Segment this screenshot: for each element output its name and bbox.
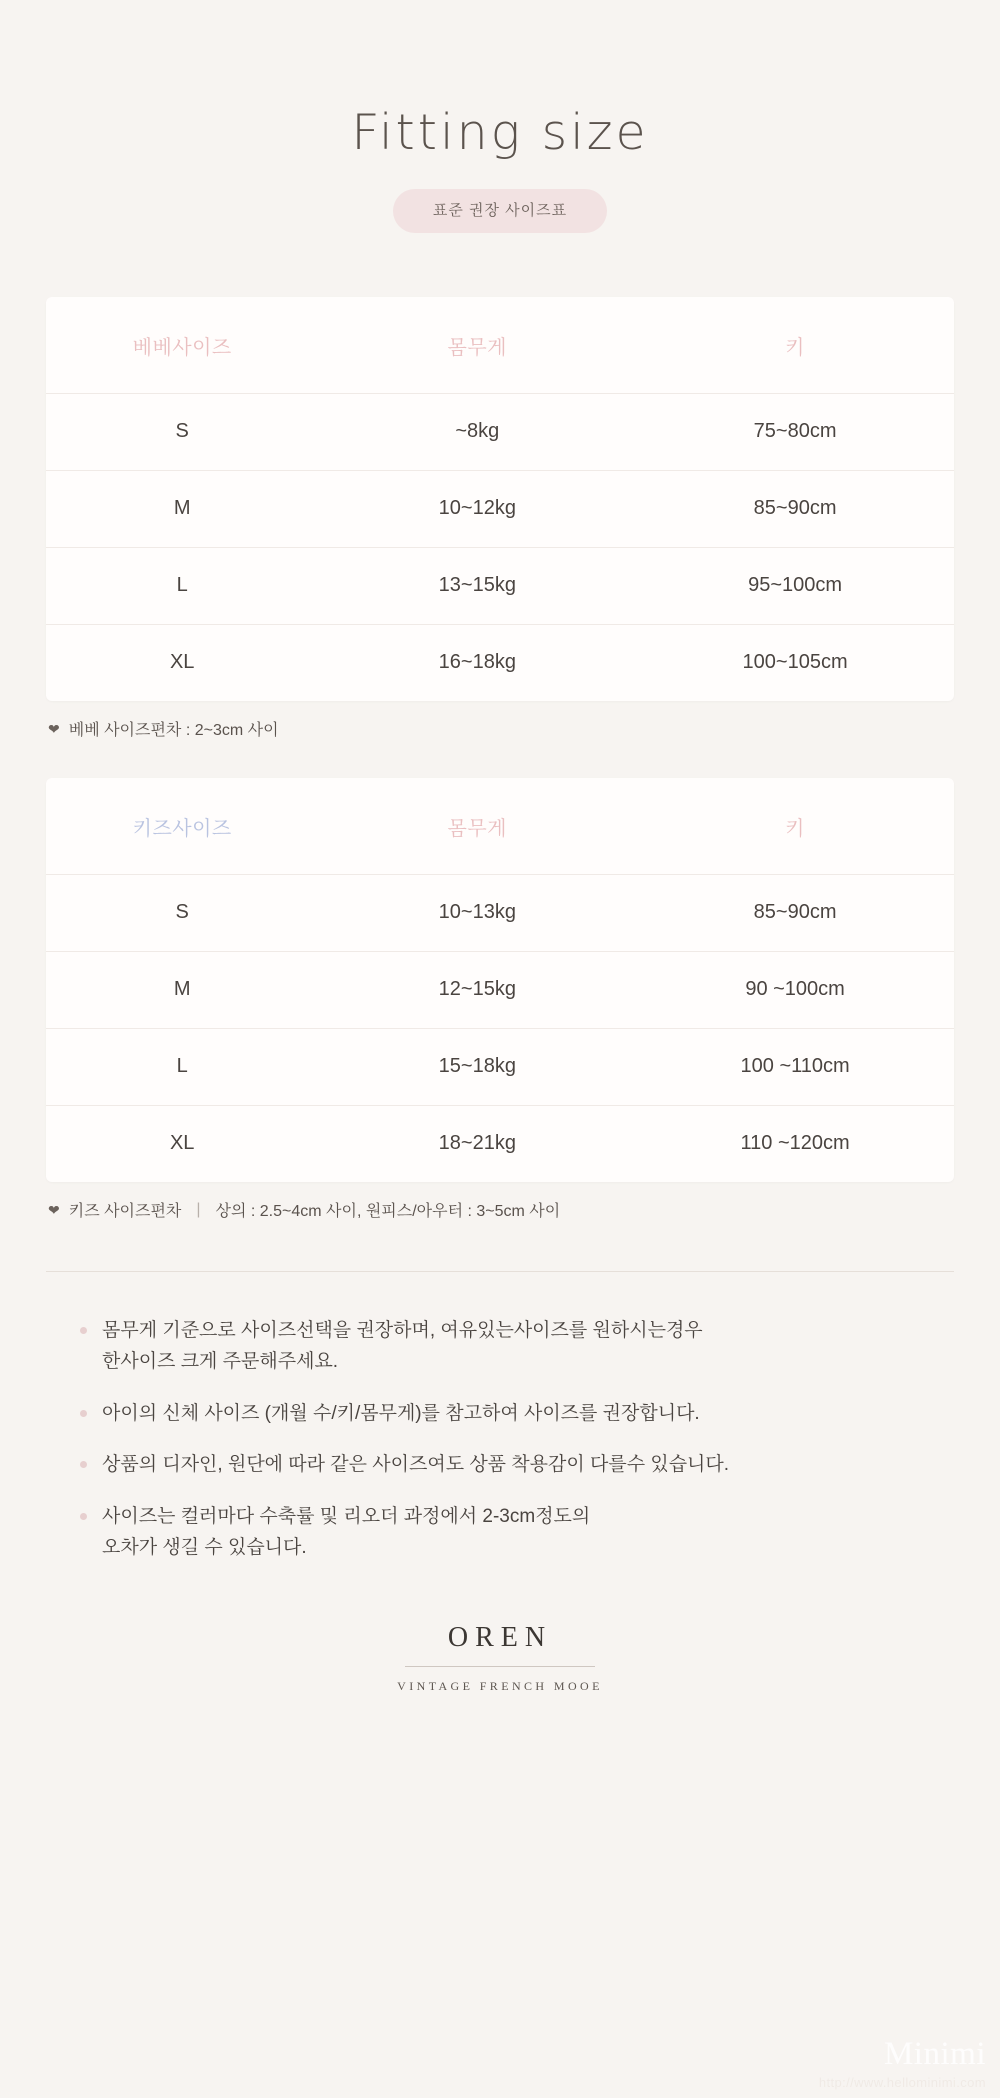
cell-weight: 10~13kg: [318, 875, 636, 952]
kids-header-weight: 몸무게: [318, 778, 636, 875]
cell-size: M: [46, 471, 318, 548]
bullet-dot-icon: [80, 1327, 87, 1334]
cell-height: 90 ~100cm: [636, 952, 954, 1029]
cell-height: 110 ~120cm: [740, 1132, 850, 1154]
cell-weight: 15~18kg: [318, 1029, 636, 1106]
cell-height: 85~90cm: [636, 875, 954, 952]
cell-size: M: [46, 952, 318, 1029]
bebe-size-table: [46, 297, 954, 701]
page-title: Fitting size: [351, 104, 649, 161]
bebe-header-weight: 몸무게: [318, 297, 636, 394]
table-row: [46, 548, 954, 625]
cell-size: XL: [169, 1132, 195, 1154]
table-row: [46, 1106, 954, 1183]
list-item-line2: 오차가 생길 수 있습니다.: [102, 1536, 307, 1558]
brand-footer: [0, 1621, 1000, 1694]
list-item-line1: 상품의 디자인, 원단에 따라 같은 사이즈여도 상품 착용감이 다를수 있습니다.: [102, 1454, 730, 1476]
bullet-dot-icon: [80, 1410, 87, 1417]
cell-height: 100~105cm: [742, 651, 848, 673]
list-item-line1: 아이의 신체 사이즈 (개월 수/키/몸무게)를 참고하여 사이즈를 권장합니다.: [102, 1402, 700, 1424]
list-item: [102, 1450, 954, 1481]
cell-height: 85~90cm: [636, 471, 954, 548]
cell-weight: 12~15kg: [318, 952, 636, 1029]
bebe-note-text: 베베 사이즈편차 : 2~3cm 사이: [68, 722, 279, 739]
cell-size: XL: [169, 651, 195, 673]
brand-name: OREN: [447, 1621, 553, 1653]
kids-note-text-2: 상의 : 2.5~4cm 사이, 원피스/아우터 : 3~5cm 사이: [215, 1203, 561, 1220]
table-row: [46, 875, 954, 952]
list-item: [102, 1399, 954, 1430]
list-item: [102, 1316, 954, 1378]
table-header-row: [46, 778, 954, 875]
kids-header-height: 키: [636, 778, 954, 875]
table-row: [46, 394, 954, 471]
cell-weight: 10~12kg: [318, 471, 636, 548]
bebe-header-size: 베베사이즈: [46, 297, 318, 394]
kids-table-body: [46, 875, 954, 1183]
cell-size: S: [46, 875, 318, 952]
cell-weight: ~8kg: [318, 394, 636, 471]
bullet-dot-icon: [80, 1461, 87, 1468]
kids-header-size: 키즈사이즈: [46, 778, 318, 875]
cell-weight: 18~21kg: [438, 1132, 516, 1154]
chevron-down-icon: ❤: [48, 720, 60, 737]
bebe-table-block: [46, 297, 954, 701]
cell-weight: 16~18kg: [438, 651, 516, 673]
table-row: [46, 471, 954, 548]
watermark-url: http://www.hellominimi.com: [818, 2075, 986, 2090]
kids-note: [46, 1198, 954, 1221]
cell-weight: 13~15kg: [318, 548, 636, 625]
chevron-down-icon: ❤: [48, 1201, 60, 1218]
kids-table-head: [46, 778, 954, 875]
bebe-table-head: [46, 297, 954, 394]
brand-rule: [405, 1666, 595, 1667]
kids-note-text: 키즈 사이즈편차: [68, 1203, 182, 1220]
table-row: [46, 952, 954, 1029]
table-row: [46, 625, 954, 702]
list-item-line2: 한사이즈 크게 주문해주세요.: [102, 1350, 339, 1372]
bebe-note: [46, 717, 954, 740]
cell-height: 95~100cm: [636, 548, 954, 625]
status-badge: 표준 권장 사이즈표: [393, 189, 607, 233]
note-divider: |: [196, 1200, 201, 1218]
list-item: [102, 1502, 954, 1564]
kids-size-table: [46, 778, 954, 1182]
divider: [46, 1271, 954, 1272]
bullet-dot-icon: [80, 1513, 87, 1520]
badge-wrap: [0, 189, 1000, 233]
bebe-header-height: 키: [636, 297, 954, 394]
brand-tagline: VINTAGE FRENCH MOOE: [397, 1678, 603, 1693]
watermark-text: Minimi: [883, 2036, 986, 2072]
list-item-line1: 사이즈는 컬러마다 수축률 및 리오더 과정에서 2-3cm정도의: [102, 1506, 591, 1528]
table-header-row: [46, 297, 954, 394]
cell-size: L: [46, 548, 318, 625]
cell-height: 100 ~110cm: [636, 1029, 954, 1106]
cell-size: S: [46, 394, 318, 471]
bebe-table-body: [46, 394, 954, 702]
cell-size: L: [46, 1029, 318, 1106]
header: [0, 0, 1000, 233]
watermark: [819, 2038, 986, 2090]
cell-height: 75~80cm: [636, 394, 954, 471]
table-row: [46, 1029, 954, 1106]
notice-list: [46, 1316, 954, 1564]
list-item-line1: 몸무게 기준으로 사이즈선택을 권장하며, 여유있는사이즈를 원하시는경우: [102, 1320, 703, 1341]
kids-table-block: [46, 778, 954, 1182]
